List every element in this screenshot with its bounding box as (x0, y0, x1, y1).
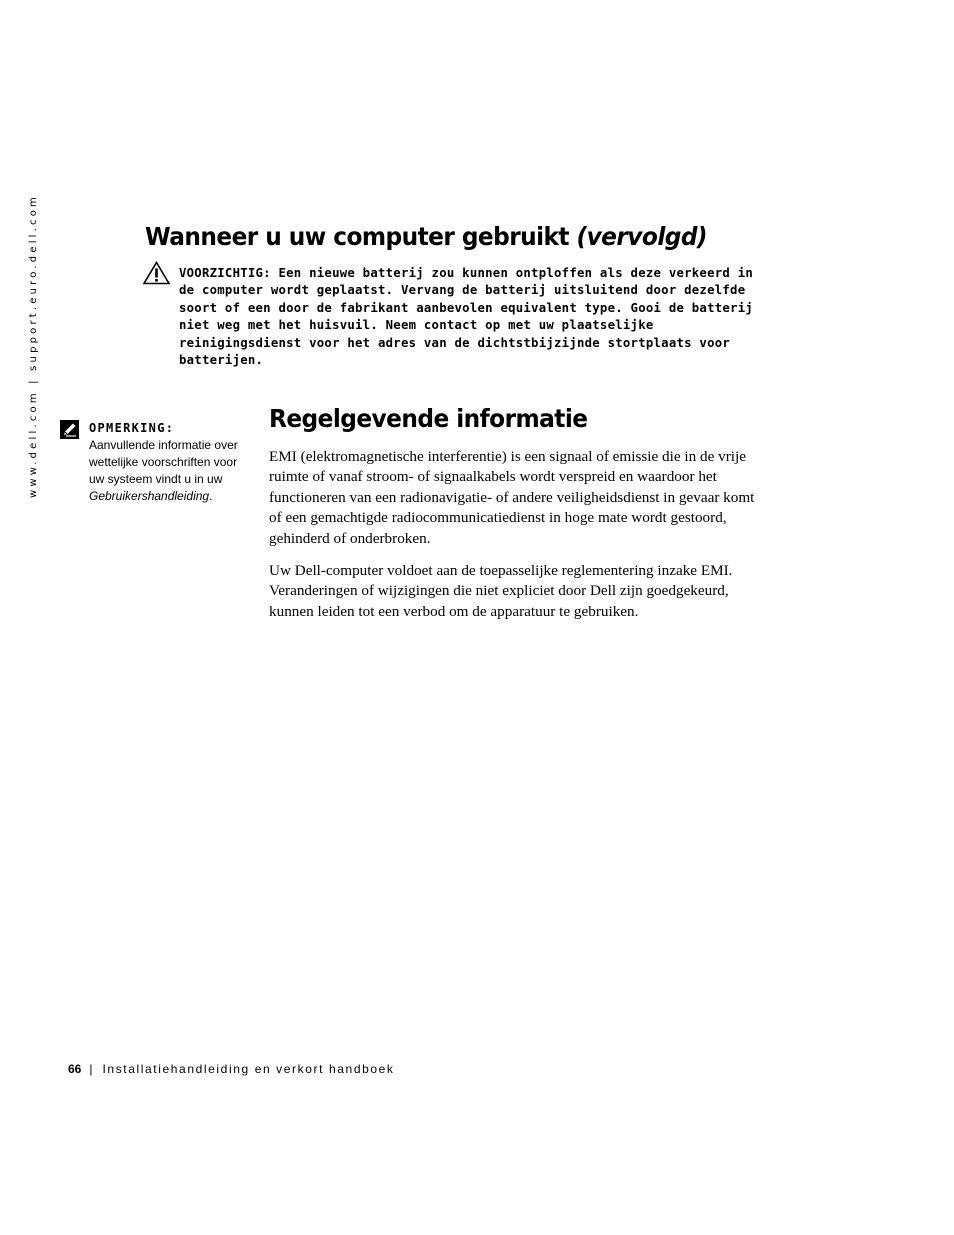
note-body-end: . (209, 489, 213, 503)
page-footer (68, 1062, 395, 1076)
side-url: www.dell.com | support.euro.dell.com (28, 194, 39, 498)
note-pencil-icon (60, 420, 79, 439)
footer-separator: | (89, 1062, 93, 1076)
note-manual-title: Gebruikershandleiding (89, 489, 210, 503)
section-heading: Regelgevende informatie (269, 404, 588, 433)
caution-triangle-icon (143, 261, 170, 285)
page-heading-title: Wanneer u uw computer gebruikt (145, 222, 569, 251)
paragraph-emi: EMI (elektromagnetische interferentie) is een signaal of emissie die in de vrije ruimte of vanaf stroom- of signaalkabels wordt verspreid en waardoor het functioneren van een radionavigatie- of andere veiligheidsdienst in gevaar komt of een gemachtigde radiocommunicatiedienst in hoge mate wordt gestoord, gehinderd of onderbroken. (269, 448, 755, 547)
page-heading (145, 222, 707, 251)
note-body (89, 437, 239, 505)
note-title: OPMERKING: (89, 421, 175, 435)
page-heading-continued: (vervolgd) (576, 222, 707, 251)
page-number: 66 (68, 1062, 82, 1076)
note-body-text: Aanvullende informatie over wettelijke voorschriften voor uw systeem vindt u in uw (89, 438, 238, 486)
caution-text: VOORZICHTIG: Een nieuwe batterij zou kunnen ontploffen als deze verkeerd in de computer wordt geplaatst. Vervang de batterij uitsluitend door dezelfde soort of een door de fabrikant aanbevolen equivalent type. Gooi de batterij niet weg met het huisvuil. Neem contact op met uw plaatselijke reinigingsdienst voor het adres van de dichtstbijzijnde stortplaats voor batterijen. (179, 266, 754, 368)
paragraph-compliance: Uw Dell-computer voldoet aan de toepasselijke reglementering inzake EMI. Veranderingen of wijzigingen die niet expliciet door Dell zijn goedgekeurd, kunnen leiden tot een verbod om de apparatuur te gebruiken. (269, 562, 733, 620)
footer-title: Installatiehandleiding en verkort handboek (102, 1062, 395, 1076)
